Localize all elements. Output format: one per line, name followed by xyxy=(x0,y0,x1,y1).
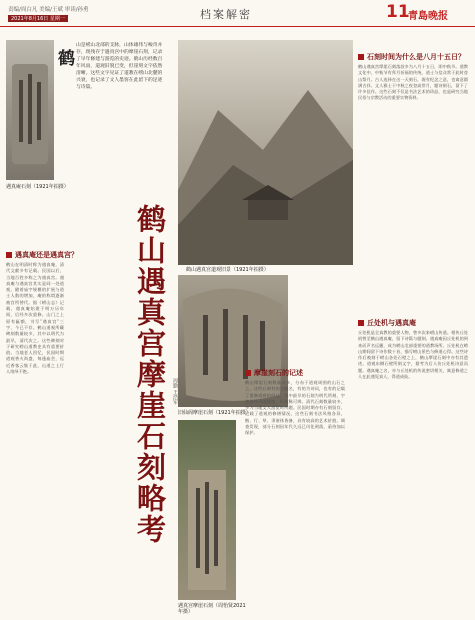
section-body-2: 鹤山摩崖石刻数量众多，分布于道观周围的山石之上。这些石刻有的为题名，有的为诗词，也有的记载了重修道观的经过。其中最早的石刻为明代所刻，字迹虽经风雨侵蚀，仍依稀可辨。清代石刻数量较多，多为当地文人游览时所题。民国时期亦有石刻留存，记载了道观的修缮情况。这些石刻书法风格各异，楷、行、草、隶诸体皆备，具有较高的艺术价值。调查发现，部分石刻因年代久远已风化剥落，亟待加以保护。 xyxy=(245,380,345,436)
section-body-4: 丘处机是全真教的重要人物，曾多次来崂山传道。相传丘处机曾至鹤山遇真庵，留下诗篇与题刻。遇真庵因丘处机的到来而声名远播，成为崂山北部重要的道教场所。丘处机在崂山期间留下诗作数十首，描写崂山景色与修道心得。这些诗作后被刻于崂山各处石壁之上，鹤山摩崖石刻中亦有其遗迹。道观东侧石壁所刻文字，据考为后人仿丘处机诗意而题。遇真庵之名，亦与丘处机的传说密切相关，寓意修道之人在此遇见真人，得道成仙。 xyxy=(358,330,468,380)
lead-paragraph: 山是崂山北部的支脉，山体雄伟与峻奇并存，现残存于遇真宫中的摩崖石刻，记录了早年修建与游览的史迹。鹤山历经数百年风雨，道观旧貌已变，但崖刻文字依然清晰。这些文字见证了道教在崂山北麓的兴衰，也记录了文人墨客在此留下的足迹与诗篇。 xyxy=(76,43,163,90)
section-body-1: 鹤山在明清时称为遇真庵，清代文献多有记载。民国以后，当地百姓多称之为遇真宫。遇真庵与遇真宫其实是同一处道观，随着庙宇规模的扩展与道士人数的增加，庵的称谓逐渐被宫所替代。据《崂山志》记载，遇真庵始建于明万历年间，后经多次重修。山门之上原有匾额，书写“遇真宫”三字，今已不存。鹤山道观所藏碑刻数量较多，其中以明代为最早，清代次之。这些碑刻对于研究崂山道教史具有重要价值。当地老人回忆，民国时期道观香火尚盛，每逢庙会，远近香客云集于此，山道之上行人络绎不绝。 xyxy=(6,262,64,375)
photo-top-left xyxy=(6,40,54,180)
heading-marker xyxy=(6,252,12,258)
issue-date: 2021年8月16日 星期一 xyxy=(8,15,68,22)
masthead-rule xyxy=(0,26,475,27)
section-heading-1: 遇真庵还是遇真宫？ xyxy=(6,250,78,260)
newspaper-logo: 青島晚报 xyxy=(408,11,448,22)
masthead xyxy=(0,0,475,30)
mountain-temple-illustration xyxy=(178,40,353,265)
heading-marker xyxy=(358,54,364,60)
stone-pillar-illustration xyxy=(178,420,236,600)
author-byline: 周勤 王浩军 xyxy=(172,378,178,405)
section-body-1b xyxy=(67,262,121,612)
edition-info: 责编/周白凡 美编/王斌 审读/孙勇 xyxy=(8,7,89,13)
caption-bottom-right: 遇真宫摩崖石刻（周怡贤2021年摄） xyxy=(178,603,246,615)
caption-main: 鹤山遇真宫道观旧景（1921年拍摄） xyxy=(186,267,269,273)
section-title: 档案解密 xyxy=(200,8,252,21)
lead-initial: 鹤 xyxy=(58,49,75,69)
article-title: 鹤山遇真宫摩崖石刻略考 xyxy=(133,204,167,545)
photo-main xyxy=(178,40,353,265)
photo-bottom-right xyxy=(178,420,236,600)
section-heading-3: 石刻时间为什么是八月十五日？ xyxy=(358,52,465,62)
page-number: 11 xyxy=(386,2,410,22)
section-heading-2-visible: 摩崖刻石的记述 xyxy=(245,368,303,378)
section-heading-4: 丘处机与遇真庵 xyxy=(358,318,416,328)
heading-marker xyxy=(245,370,251,376)
caption-bottom-left: 旧仙阁摩崖石刻（1921年拍摄） xyxy=(178,410,251,416)
stone-inscription-illustration xyxy=(6,40,54,180)
section-body-3: 鹤山遇真宫摩崖石刻落款多为八月十五日，即中秋节。道教文化中，中秋节有拜月祈福的传统，道士与信众常于此时登山祭月。古人选择在这一天刻石，既有纪念之意，也寓意圆满吉祥。文人雅士于中秋之夜登高赏月，题诗刻石，留下了许多佳作。这些石刻不仅是书法艺术的珍品，也是研究当地民俗与宗教活动的重要实物资料。 xyxy=(358,64,468,101)
caption-top-left: 遇真庵石刻（1921年拍摄） xyxy=(6,184,69,190)
heading-marker xyxy=(358,320,364,326)
